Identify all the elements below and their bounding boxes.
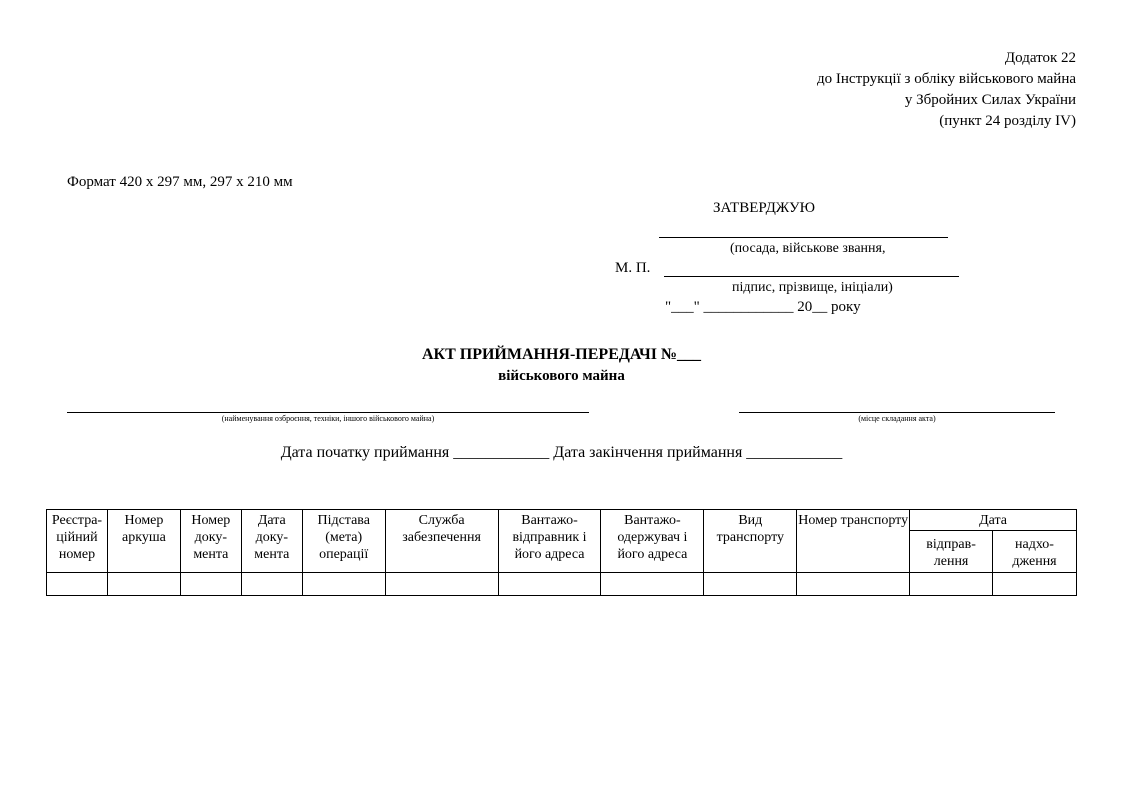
header-basis: Підстава (мета) операції xyxy=(302,510,385,573)
table-cell xyxy=(601,573,704,596)
approve-heading: ЗАТВЕРДЖУЮ xyxy=(713,200,816,216)
table-cell xyxy=(302,573,385,596)
table-cell xyxy=(180,573,241,596)
equipment-caption: (найменування озброєння, техніки, іншого військового майна) xyxy=(221,414,435,423)
position-caption: (посада, військове звання, xyxy=(730,241,886,256)
signature-line xyxy=(664,276,959,277)
header-doc-date: Дата доку-мента xyxy=(241,510,302,573)
acceptance-dates: Дата початку приймання ____________ Дата закінчення приймання ____________ xyxy=(280,444,843,461)
header-doc-number: Номер доку-мента xyxy=(180,510,241,573)
table-cell xyxy=(910,573,993,596)
header-transport-type: Вид транспорту xyxy=(704,510,797,573)
header-registration: Реєстра-ційний номер xyxy=(47,510,108,573)
header-date: Дата xyxy=(910,510,1077,531)
position-line xyxy=(659,237,948,238)
table-cell xyxy=(797,573,910,596)
place-caption: (місце складання акта) xyxy=(858,414,936,423)
signature-caption: підпис, прізвище, ініціали) xyxy=(732,280,893,295)
table-cell xyxy=(107,573,180,596)
table-cell xyxy=(385,573,498,596)
equipment-line xyxy=(67,412,589,413)
header-sheet: Номер аркуша xyxy=(107,510,180,573)
table-cell xyxy=(704,573,797,596)
table-cell xyxy=(241,573,302,596)
header-arrival: надхо-дження xyxy=(993,531,1077,573)
stamp-label: М. П. xyxy=(615,260,651,276)
appendix-line-3: у Збройних Силах України xyxy=(904,92,1076,108)
appendix-reference xyxy=(600,48,1076,132)
register-table xyxy=(46,509,1077,596)
header-service: Служба забезпечення xyxy=(385,510,498,573)
table-cell xyxy=(498,573,601,596)
table-cell xyxy=(47,573,108,596)
header-sender: Вантажо-відправник і його адреса xyxy=(498,510,601,573)
header-dispatch: відправ-лення xyxy=(910,531,993,573)
appendix-line-1: Додаток 22 xyxy=(1004,50,1076,66)
header-receiver: Вантажо-одержувач і його адреса xyxy=(601,510,704,573)
act-title: АКТ ПРИЙМАННЯ-ПЕРЕДАЧІ №___ xyxy=(421,346,702,363)
header-transport-number: Номер транспорту xyxy=(797,510,910,573)
table-row xyxy=(47,573,1077,596)
appendix-line-4: (пункт 24 розділу IV) xyxy=(939,113,1076,129)
table-cell xyxy=(993,573,1077,596)
approval-date: "___" ____________ 20__ року xyxy=(665,299,861,315)
appendix-line-2: до Інструкції з обліку військового майна xyxy=(817,71,1076,87)
act-subtitle: військового майна xyxy=(498,368,625,384)
format-text: Формат 420 х 297 мм, 297 х 210 мм xyxy=(67,174,293,190)
place-line xyxy=(739,412,1055,413)
